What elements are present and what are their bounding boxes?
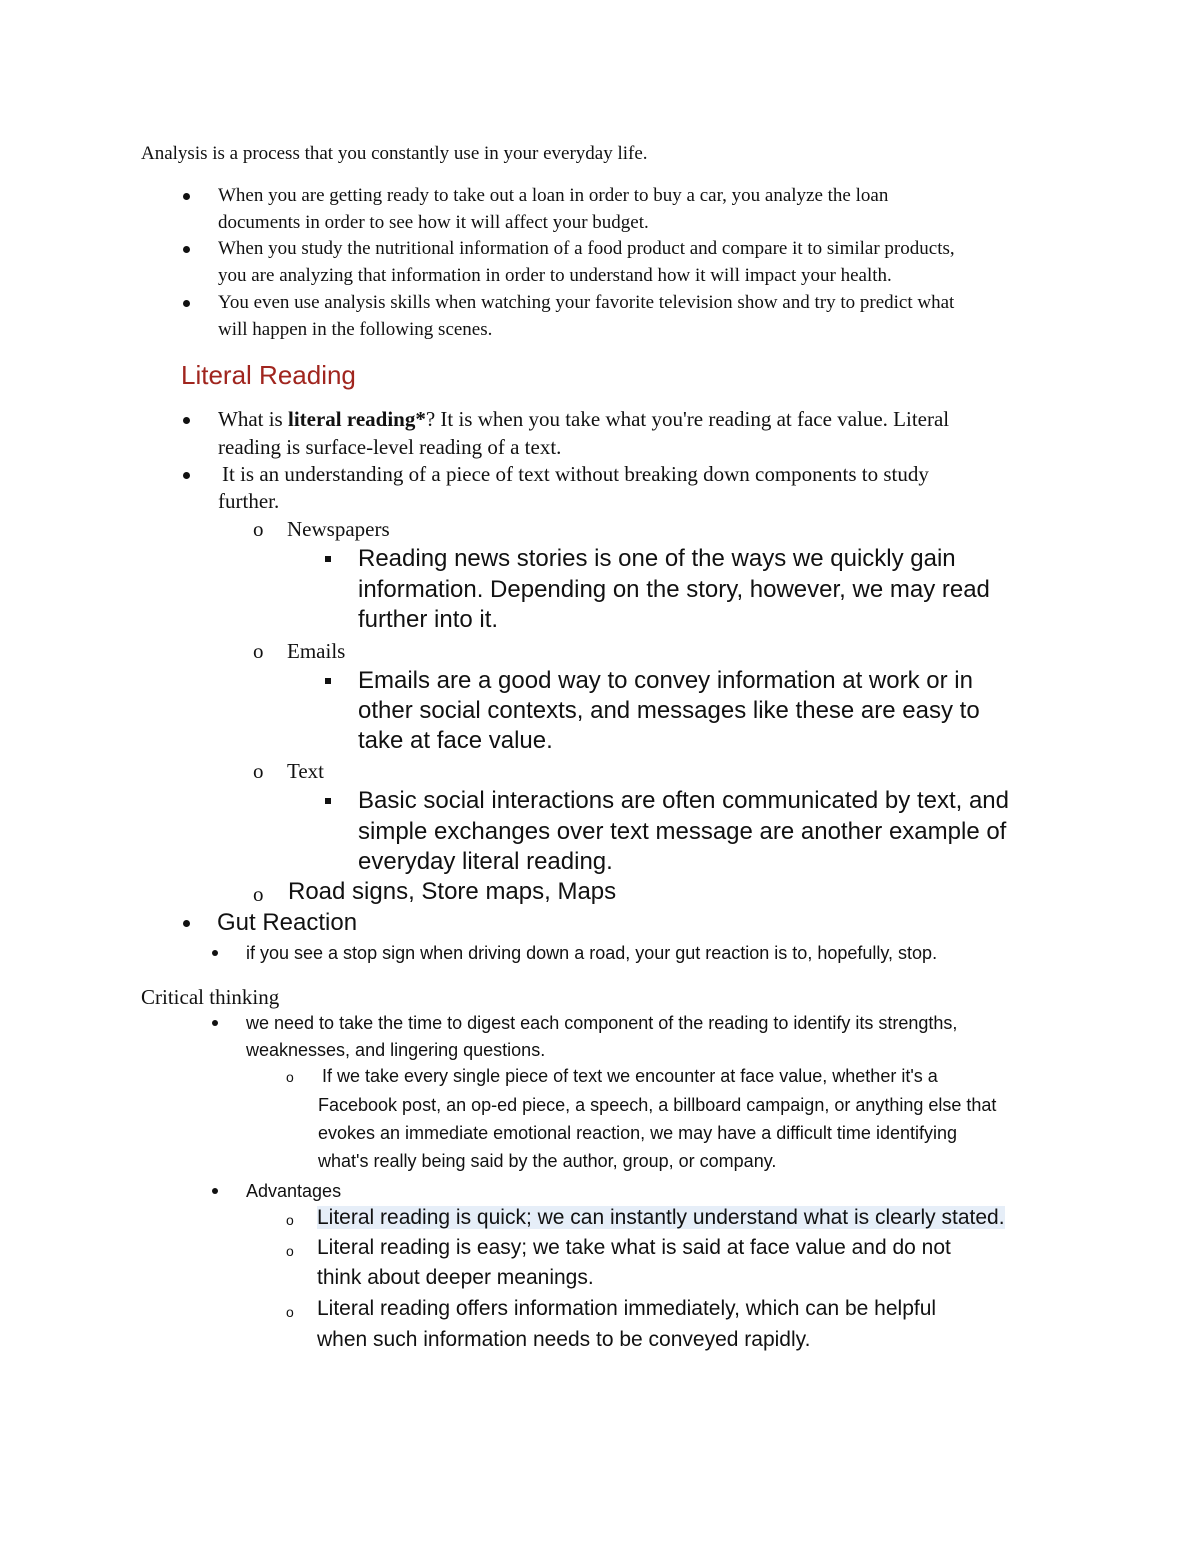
circle-bullet-icon: o (253, 639, 264, 663)
advantages-label: Advantages (246, 1181, 342, 1201)
literal-reading-heading: Literal Reading (181, 360, 356, 390)
bullet-icon (183, 300, 190, 307)
bullet-icon (212, 1188, 218, 1194)
example-text: Text (287, 759, 325, 783)
analysis-bullet-3-line-1: You even use analysis skills when watching your favorite television show and try to predict what (218, 292, 955, 313)
emails-detail-line-3: take at face value. (358, 727, 553, 754)
bullet-icon (212, 1020, 218, 1026)
emails-detail-line-1: Emails are a good way to convey information at work or in (358, 667, 973, 694)
analysis-bullet-2-line-1: When you study the nutritional information of a food product and compare it to similar products, (218, 238, 955, 259)
literal-definition-line-1: What is literal reading*? It is when you take what you're reading at face value. Literal (218, 407, 950, 431)
analysis-bullet-1-line-2: documents in order to see how it will affect your budget. (218, 212, 649, 233)
square-bullet-icon (325, 556, 331, 562)
critical-subpoint-line-2: Facebook post, an op-ed piece, a speech, a billboard campaign, or anything else that (318, 1095, 997, 1115)
advantage-2-line-1: Literal reading is easy; we take what is said at face value and do not (317, 1236, 951, 1259)
newspapers-detail-line-1: Reading news stories is one of the ways we quickly gain (358, 545, 956, 572)
bullet-icon (183, 246, 190, 253)
critical-subpoint-line-3: evokes an immediate emotional reaction, we may have a difficult time identifying (318, 1123, 957, 1143)
gut-reaction-example: if you see a stop sign when driving down a road, your gut reaction is to, hopefully, stop. (246, 943, 938, 963)
intro-text: Analysis is a process that you constantly use in your everyday life. (141, 143, 648, 164)
circle-bullet-icon: o (286, 1212, 294, 1228)
analysis-bullet-2-line-2: you are analyzing that information in order to understand how it will impact your health. (218, 265, 892, 286)
text-detail-line-3: everyday literal reading. (358, 848, 613, 875)
bullet-icon (183, 472, 190, 479)
critical-subpoint-line-1: If we take every single piece of text we encounter at face value, whether it's a (322, 1066, 938, 1086)
example-emails: Emails (287, 639, 346, 663)
text-detail-line-1: Basic social interactions are often communicated by text, and (358, 787, 1009, 814)
literal-reading-term: literal reading* (287, 407, 426, 431)
circle-bullet-icon: o (286, 1243, 294, 1259)
understanding-line-1: It is an understanding of a piece of text without breaking down components to study (222, 462, 929, 486)
newspapers-detail-line-3: further into it. (358, 606, 499, 633)
understanding-line-2: further. (218, 489, 280, 513)
circle-bullet-icon: o (253, 759, 264, 783)
gut-reaction-item: Gut Reaction (217, 909, 358, 936)
example-newspapers: Newspapers (287, 517, 390, 541)
advantage-1 (317, 1206, 1005, 1230)
circle-bullet-icon: o (253, 517, 264, 541)
circle-bullet-icon: o (286, 1304, 294, 1320)
critical-point-line-1: we need to take the time to digest each component of the reading to identify its strengths, (246, 1013, 958, 1033)
emails-detail-line-2: other social contexts, and messages like these are easy to (358, 697, 980, 724)
road-signs-item: Road signs, Store maps, Maps (288, 878, 617, 905)
square-bullet-icon (325, 798, 331, 804)
bullet-icon (183, 920, 190, 927)
bullet-icon (183, 193, 190, 200)
advantage-2-line-2: think about deeper meanings. (317, 1266, 594, 1289)
critical-point-line-2: weaknesses, and lingering questions. (246, 1040, 546, 1060)
text-detail-line-2: simple exchanges over text message are another example of (358, 818, 1007, 845)
analysis-bullet-1-line-1: When you are getting ready to take out a loan in order to buy a car, you analyze the loan (218, 185, 889, 206)
advantage-1-text: Literal reading is quick; we can instantly understand what is clearly stated. (317, 1206, 1005, 1229)
circle-bullet-icon: o (253, 882, 264, 906)
square-bullet-icon (325, 678, 331, 684)
advantage-3-line-1: Literal reading offers information immediately, which can be helpful (317, 1297, 937, 1320)
critical-subpoint-line-4: what's really being said by the author, group, or company. (318, 1151, 777, 1171)
bullet-icon (212, 950, 218, 956)
critical-thinking-heading: Critical thinking (141, 985, 280, 1009)
circle-bullet-icon: o (286, 1069, 294, 1085)
bullet-icon (183, 417, 190, 424)
analysis-bullet-3-line-2: will happen in the following scenes. (218, 319, 493, 340)
newspapers-detail-line-2: information. Depending on the story, however, we may read (358, 576, 990, 603)
literal-definition-line-2: reading is surface-level reading of a text. (218, 435, 562, 459)
advantage-3-line-2: when such information needs to be conveyed rapidly. (317, 1328, 811, 1351)
